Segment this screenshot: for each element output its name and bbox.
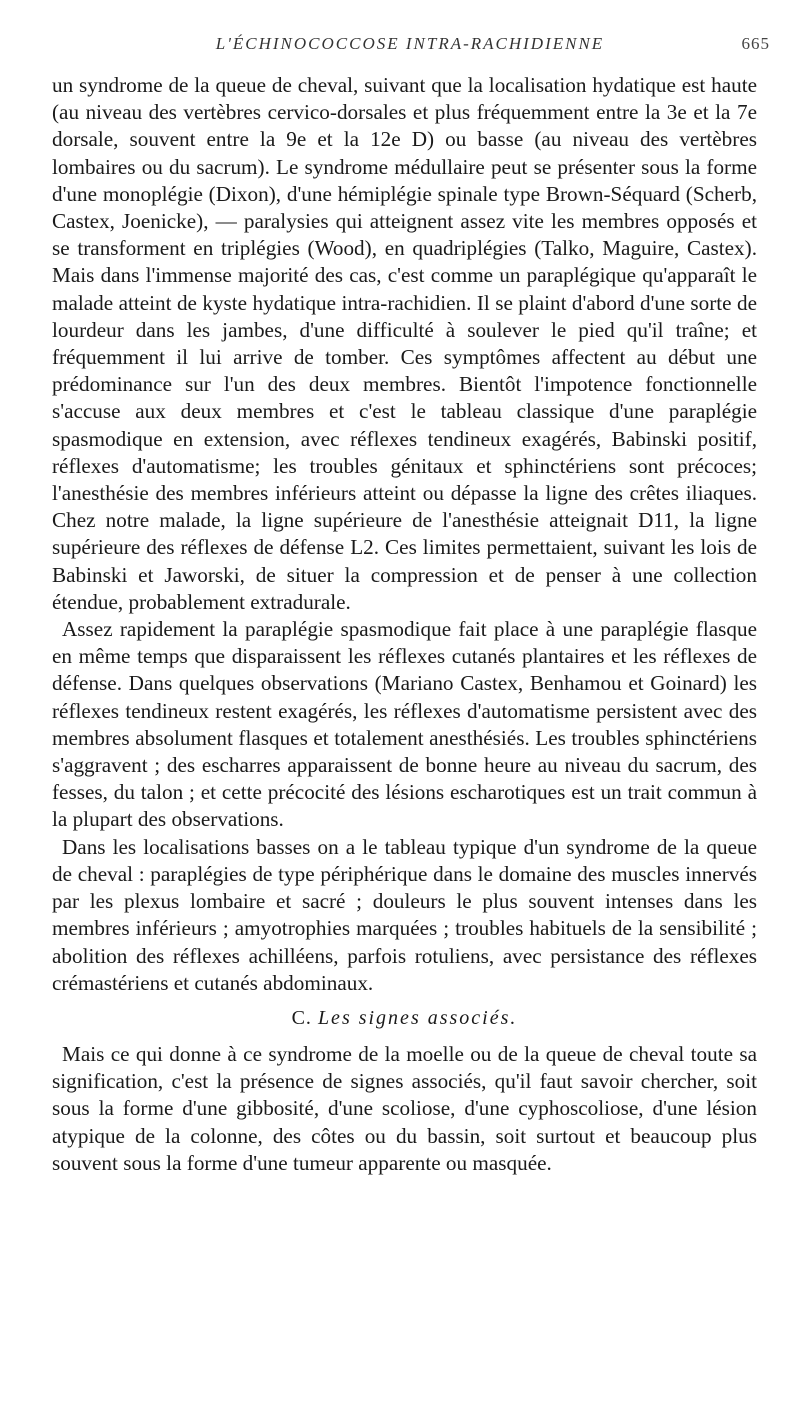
paragraph-localisations-basses: Dans les localisations basses on a le tableau typique d'un syndrome de la queue de cheval : paraplégies de type périphérique dans le domaine des muscles innervés par les plexus lombaire et sacré ; douleurs le plus souvent intenses dans les membres inférieurs ; amyotrophies marquées ; troubles habituels de la sensibilité ; abolition des réflexes achilléens, parfois rotuliens, avec persistance des réflexes crémastériens et cutanés abdominaux.	[52, 834, 757, 995]
paragraph-syndrome-medullaire: un syndrome de la queue de cheval, suivant que la localisation hydatique est haute (au niveau des vertèbres cervico-dorsales et plus fréquemment entre la 3e et la 7e dorsale, souvent entre la 9e et la 12e D) ou basse (au niveau des vertèbres lombaires ou du sacrum). Le syndrome médullaire peut se présenter sous la forme d'une monoplégie (Dixon), d'une hémiplégie spinale type Brown-Séquard (Scherb, Castex, Joenicke), — paralysies qui atteignent assez vite les membres opposés et se transforment en triplégies (Wood), en quadriplégies (Talko, Maguire, Castex). Mais dans l'immense majorité des cas, c'est comme un paraplégique qu'apparaît le malade atteint de kyste hydatique intra-rachidien. Il se plaint d'abord d'une sorte de lourdeur dans les jambes, d'une difficulté à soulever le pied qu'il traîne; et fréquemment il lui arrive de tomber. Ces symptômes affectent au début une prédominance sur l'un des deux membres. Bientôt l'impotence fonctionnelle s'accuse aux deux membres et c'est le tableau classique d'une paraplégie spasmodique en extension, avec réflexes tendineux exagérés, Babinski positif, réflexes d'automatisme; les troubles génitaux et sphinctériens sont précoces; l'anesthésie des membres inférieurs atteint ou dépasse la ligne des crêtes iliaques. Chez notre malade, la ligne supérieure de l'anesthésie atteignait D11, la ligne supérieure des réflexes de défense L2. Ces limites permettaient, suivant les lois de Babinski et Jaworski, de situer la compression et de penser à une collection étendue, probablement extradurale.	[52, 73, 757, 614]
section-title: Les signes associés.	[317, 1006, 518, 1029]
section-heading	[52, 1005, 757, 1031]
body-text	[52, 72, 757, 1177]
section-letter: C.	[291, 1006, 312, 1029]
running-head	[50, 34, 770, 58]
page-number: 665	[741, 34, 770, 53]
running-title: L'ÉCHINOCOCCOSE INTRA-RACHIDIENNE	[215, 34, 605, 53]
paragraph-paraplegie-flasque: Assez rapidement la paraplégie spasmodique fait place à une paraplégie flasque en même temps que disparaissent les réflexes cutanés plantaires et les réflexes de défense. Dans quelques observations (Mariano Castex, Benhamou et Goinard) les réflexes tendineux restent exagérés, les réflexes d'automatisme persistent avec des membres absolument flasques et totalement anesthésiés. Les troubles sphinctériens s'aggravent ; des escharres apparaissent de bonne heure au niveau du sacrum, des fesses, du talon ; et cette précocité des lésions escharotiques est un trait commun à la plupart des observations.	[52, 617, 757, 832]
paragraph-signes-associes: Mais ce qui donne à ce syndrome de la moelle ou de la queue de cheval toute sa signification, c'est la présence de signes associés, qu'il faut savoir chercher, soit sous la forme d'une gibbosité, d'une scoliose, d'une cyphoscoliose, d'une lésion atypique de la colonne, des côtes ou du bassin, soit surtout et beaucoup plus souvent sous la forme d'une tumeur apparente ou masquée.	[52, 1041, 757, 1175]
